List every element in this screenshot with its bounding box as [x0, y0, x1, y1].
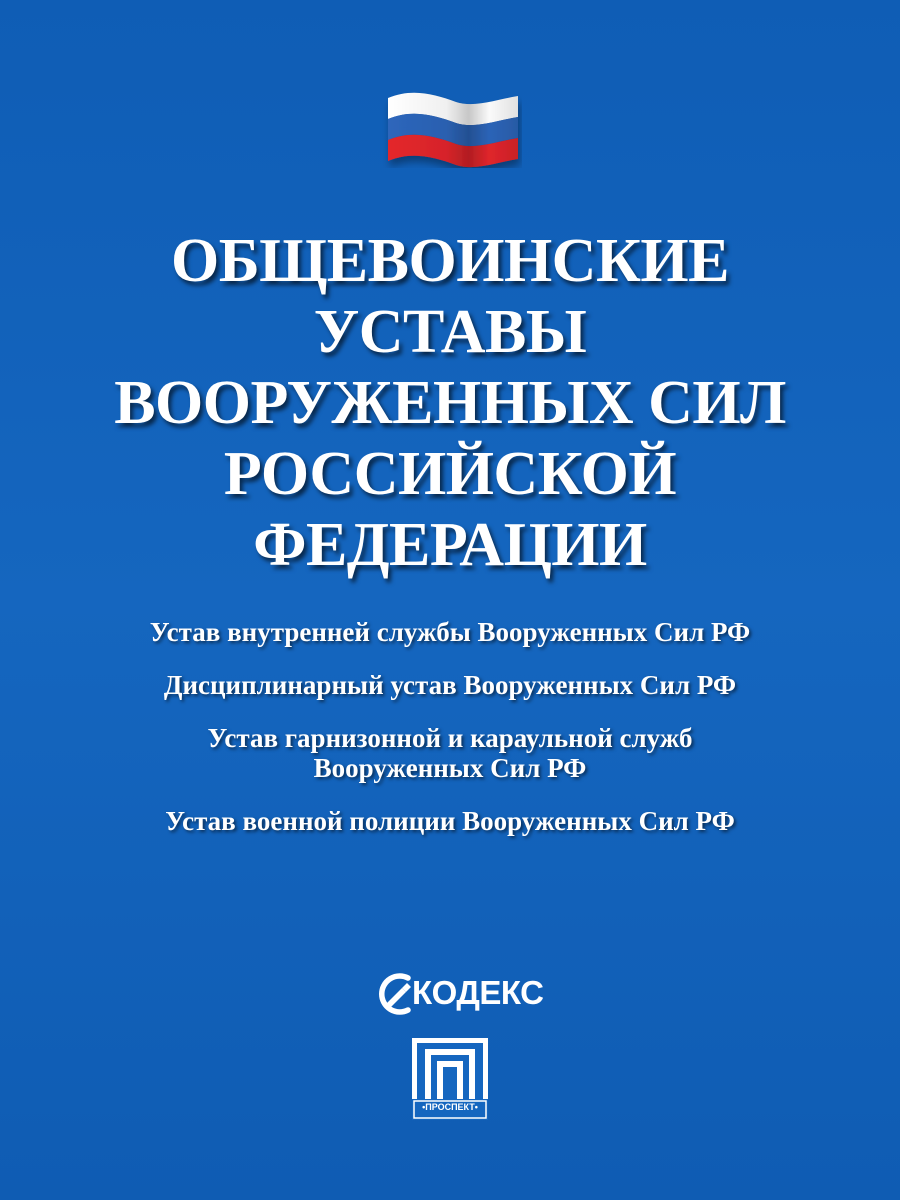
contents-item-text: Устав внутренней службы Вооруженных Сил РФ [149, 617, 751, 647]
contents-item-text: Вооруженных Сил РФ [313, 753, 587, 783]
russian-flag-icon [382, 84, 522, 168]
contents-list [0, 617, 900, 859]
contents-item-text: Устав гарнизонной и караульной служб [207, 723, 693, 753]
contents-item-text: Дисциплинарный устав Вооруженных Сил РФ [163, 670, 737, 700]
contents-item [0, 670, 900, 700]
title-line: РОССИЙСКОЙ [223, 440, 677, 508]
title-line: ОБЩЕВОИНСКИЕ [171, 227, 729, 295]
imprint-label: •ПРОСПЕКТ• [422, 1102, 478, 1112]
title-line: ФЕДЕРАЦИИ [253, 511, 647, 579]
contents-item-text: Устав военной полиции Вооруженных Сил РФ [165, 806, 735, 836]
contents-item [0, 806, 900, 836]
contents-item [0, 617, 900, 647]
book-title [0, 226, 900, 581]
title-line: ВООРУЖЕННЫХ СИЛ [114, 369, 786, 437]
publisher-logo-text: КОДЕКС [412, 974, 544, 1011]
title-line: УСТАВЫ [313, 298, 587, 366]
contents-item [0, 723, 900, 783]
